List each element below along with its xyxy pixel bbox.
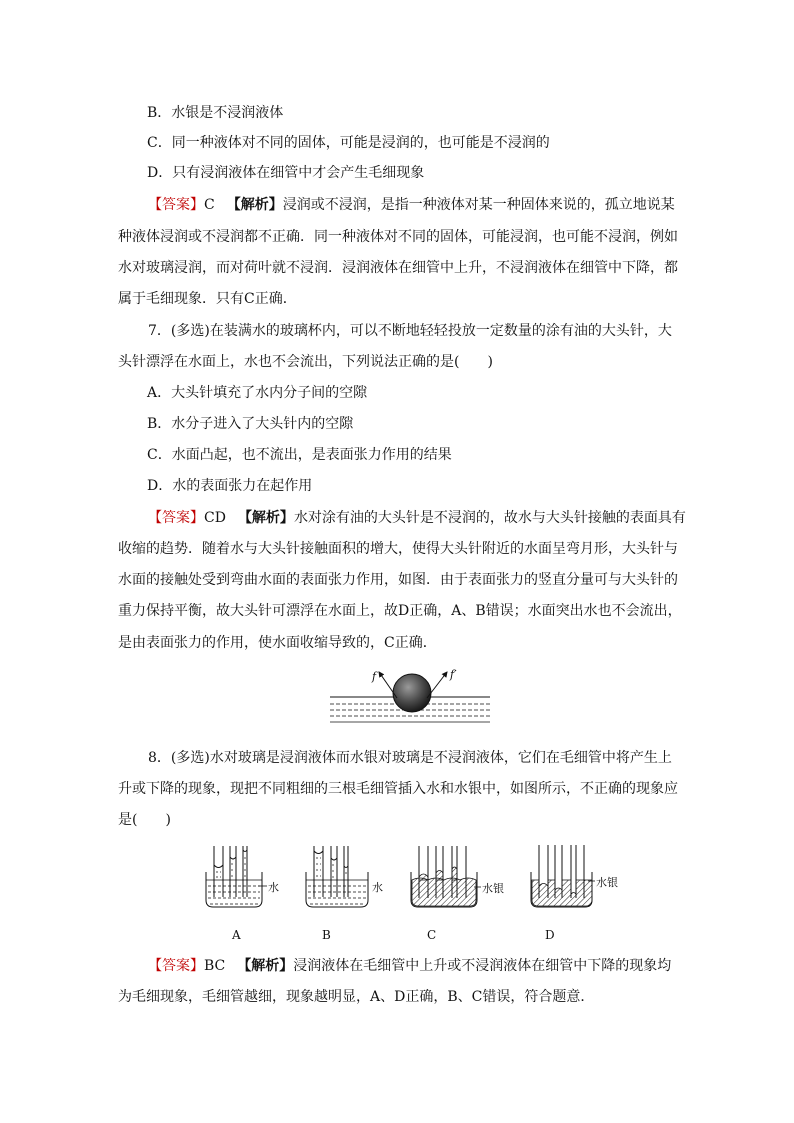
q7-analysis-line: 水面的接触处受到弯曲水面的表面张力作用，如图．由于表面张力的竖直分量可与大头针的 bbox=[118, 572, 678, 588]
q8-analysis-label: 【解析】 bbox=[237, 958, 294, 974]
capillary-tubes bbox=[314, 846, 348, 897]
pin-head-ball bbox=[393, 674, 431, 712]
beaker-d bbox=[531, 845, 618, 907]
q7-analysis-line: 水对涂有油的大头针是不浸润的，故水与大头针接触的表面具有 bbox=[293, 510, 686, 526]
q7-option-a: A．大头针填充了水内分子间的空隙 bbox=[147, 385, 368, 401]
force-arrow-right bbox=[427, 672, 447, 698]
q6-option-c: C．同一种液体对不同的固体，可能是浸润的，也可能是不浸润的 bbox=[147, 135, 550, 151]
q7-stem-line: 7．(多选)在装满水的玻璃杯内，可以不断地轻轻投放一定数量的涂有油的大头针，大 bbox=[148, 323, 672, 339]
liquid-label-c: 水银 bbox=[482, 882, 504, 895]
q7-figure-floating-pin bbox=[320, 660, 500, 730]
q8-stem-line: 升或下降的现象，现把不同粗细的三根毛细管插入水和水银中，如图所示，不正确的现象应 bbox=[118, 781, 678, 797]
q6-answer-value: C bbox=[204, 197, 215, 213]
q7-option-d: D．水的表面张力在起作用 bbox=[147, 478, 313, 494]
q7-answer-label: 【答案】 bbox=[148, 510, 204, 526]
q8-stem-line: 8．(多选)水对玻璃是浸润液体而水银对玻璃是不浸润液体，它们在毛细管中将产生上 bbox=[148, 750, 672, 766]
beaker-c bbox=[411, 846, 504, 907]
q7-analysis-line: 是由表面张力的作用，使水面收缩导致的，C正确． bbox=[118, 635, 437, 651]
force-label-right: f′ bbox=[450, 668, 457, 681]
q7-analysis-line: 重力保持平衡，故大头针可漂浮在水面上，故D正确，A、B错误；水面突出水也不会流出， bbox=[118, 603, 682, 619]
q8-answer-line bbox=[148, 956, 671, 976]
capillary-tubes bbox=[214, 846, 247, 897]
liquid-label-b: 水 bbox=[372, 881, 383, 894]
q6-analysis-line: 属于毛细现象．只有C正确． bbox=[118, 291, 297, 307]
liquid-label-a: 水 bbox=[268, 881, 279, 894]
q8-answer-value: BC bbox=[204, 958, 226, 974]
q7-answer-line bbox=[148, 508, 686, 528]
figure-caption-d: D bbox=[545, 928, 555, 942]
beaker-a bbox=[206, 846, 279, 907]
q8-analysis-line: 浸润液体在毛细管中上升或不浸润液体在细管中下降的现象均 bbox=[293, 958, 672, 974]
q6-option-b: B．水银是不浸润液体 bbox=[147, 105, 284, 121]
q8-figure-capillary-tubes bbox=[190, 838, 640, 916]
liquid-label-d: 水银 bbox=[596, 876, 618, 889]
q7-stem-line: 头针漂浮在水面上，水也不会流出，下列说法正确的是( ) bbox=[118, 354, 493, 370]
q6-analysis-label: 【解析】 bbox=[226, 197, 283, 213]
q6-analysis-line: 种液体浸润或不浸润都不正确．同一种液体对不同的固体，可能浸润，也可能不浸润，例如 bbox=[118, 229, 678, 245]
q6-answer-line bbox=[148, 195, 675, 215]
figure-caption-b: B bbox=[322, 928, 331, 942]
beaker-b bbox=[306, 846, 383, 907]
figure-caption-c: C bbox=[427, 928, 437, 942]
force-label-left: f bbox=[372, 670, 377, 683]
q7-answer-value: CD bbox=[204, 510, 226, 526]
water-body bbox=[208, 886, 260, 904]
q7-analysis-line: 收缩的趋势．随着水与大头针接触面积的增大，使得大头针附近的水面呈弯月形，大头针与 bbox=[118, 541, 678, 557]
q7-option-b: B．水分子进入了大头针内的空隙 bbox=[147, 416, 354, 432]
q8-stem-line: 是( ) bbox=[118, 812, 171, 828]
q6-analysis-line: 浸润或不浸润，是指一种液体对某一种固体来说的，孤立地说某 bbox=[282, 197, 675, 213]
q8-answer-label: 【答案】 bbox=[148, 958, 204, 974]
q8-analysis-line: 为毛细现象，毛细管越细，现象越明显，A、D正确，B、C错误，符合题意． bbox=[118, 989, 595, 1005]
q7-analysis-label: 【解析】 bbox=[237, 510, 294, 526]
figure-caption-a: A bbox=[232, 928, 241, 942]
q6-option-d: D．只有浸润液体在细管中才会产生毛细现象 bbox=[147, 165, 425, 181]
q6-answer-label: 【答案】 bbox=[148, 197, 204, 213]
q6-analysis-line: 水对玻璃浸润，而对荷叶就不浸润．浸润液体在细管中上升，不浸润液体在细管中下降，都 bbox=[118, 260, 678, 276]
q7-option-c: C．水面凸起，也不流出，是表面张力作用的结果 bbox=[147, 447, 452, 463]
